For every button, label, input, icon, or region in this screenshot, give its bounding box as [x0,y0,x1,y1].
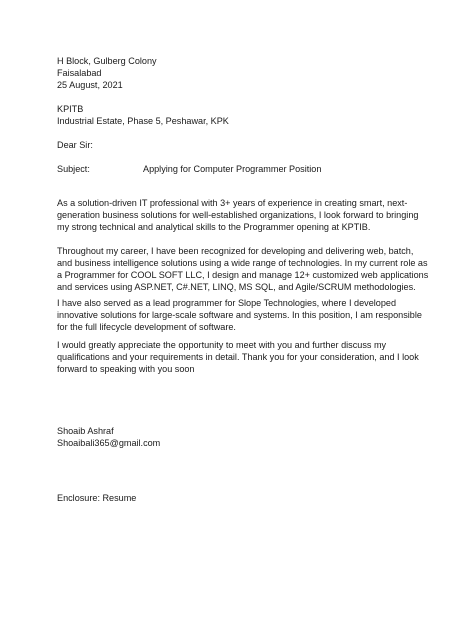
signature-name: Shoaib Ashraf [57,426,114,436]
paragraph-line: innovative solutions for large-scale software and systems. In this position, I am responsible [57,310,422,320]
paragraph-line: and business intelligence solutions using a wide range of technologies. In my current role as [57,258,428,268]
paragraph-line: I would greatly appreciate the opportunity to meet with you and further discuss my [57,340,387,350]
sender-address-line1: H Block, Gulberg Colony [57,56,157,66]
signature-email: Shoaibali365@gmail.com [57,438,161,448]
subject-text: Applying for Computer Programmer Position [143,164,322,174]
paragraph-line: qualifications and your requirements in detail. Thank you for your consideration, and I look [57,352,419,362]
body-paragraph-4 [57,339,427,375]
recipient-org: KPITB [57,104,84,114]
body-paragraph-1 [57,197,427,233]
sender-city: Faisalabad [57,68,102,78]
paragraph-line: As a solution-driven IT professional with 3+ years of experience in creating smart, next- [57,198,408,208]
recipient-address: Industrial Estate, Phase 5, Peshawar, KPK [57,116,229,126]
body-paragraph-2 [57,245,427,293]
paragraph-line: I have also served as a lead programmer for Slope Technologies, where I developed [57,298,397,308]
paragraph-line: for the full lifecycle development of software. [57,322,236,332]
letter-date: 25 August, 2021 [57,80,123,90]
paragraph-line: a Programmer for COOL SOFT LLC, I design and manage 12+ customized web applications [57,270,429,280]
salutation: Dear Sir: [57,140,93,150]
body-paragraph-3 [57,297,427,333]
paragraph-line: forward to speaking with you soon [57,364,195,374]
paragraph-line: Throughout my career, I have been recognized for developing and delivering web, batch, [57,246,414,256]
paragraph-line: generation business solutions for well-established organizations, I look forward to bringing [57,210,419,220]
enclosure-note: Enclosure: Resume [57,493,137,503]
paragraph-line: my strong technical and analytical skills to the Programmer opening at KPTIB. [57,222,371,232]
paragraph-line: and services using ASP.NET, C#.NET, LINQ, MS SQL, and Agile/SCRUM methodologies. [57,282,416,292]
subject-label: Subject: [57,164,90,174]
